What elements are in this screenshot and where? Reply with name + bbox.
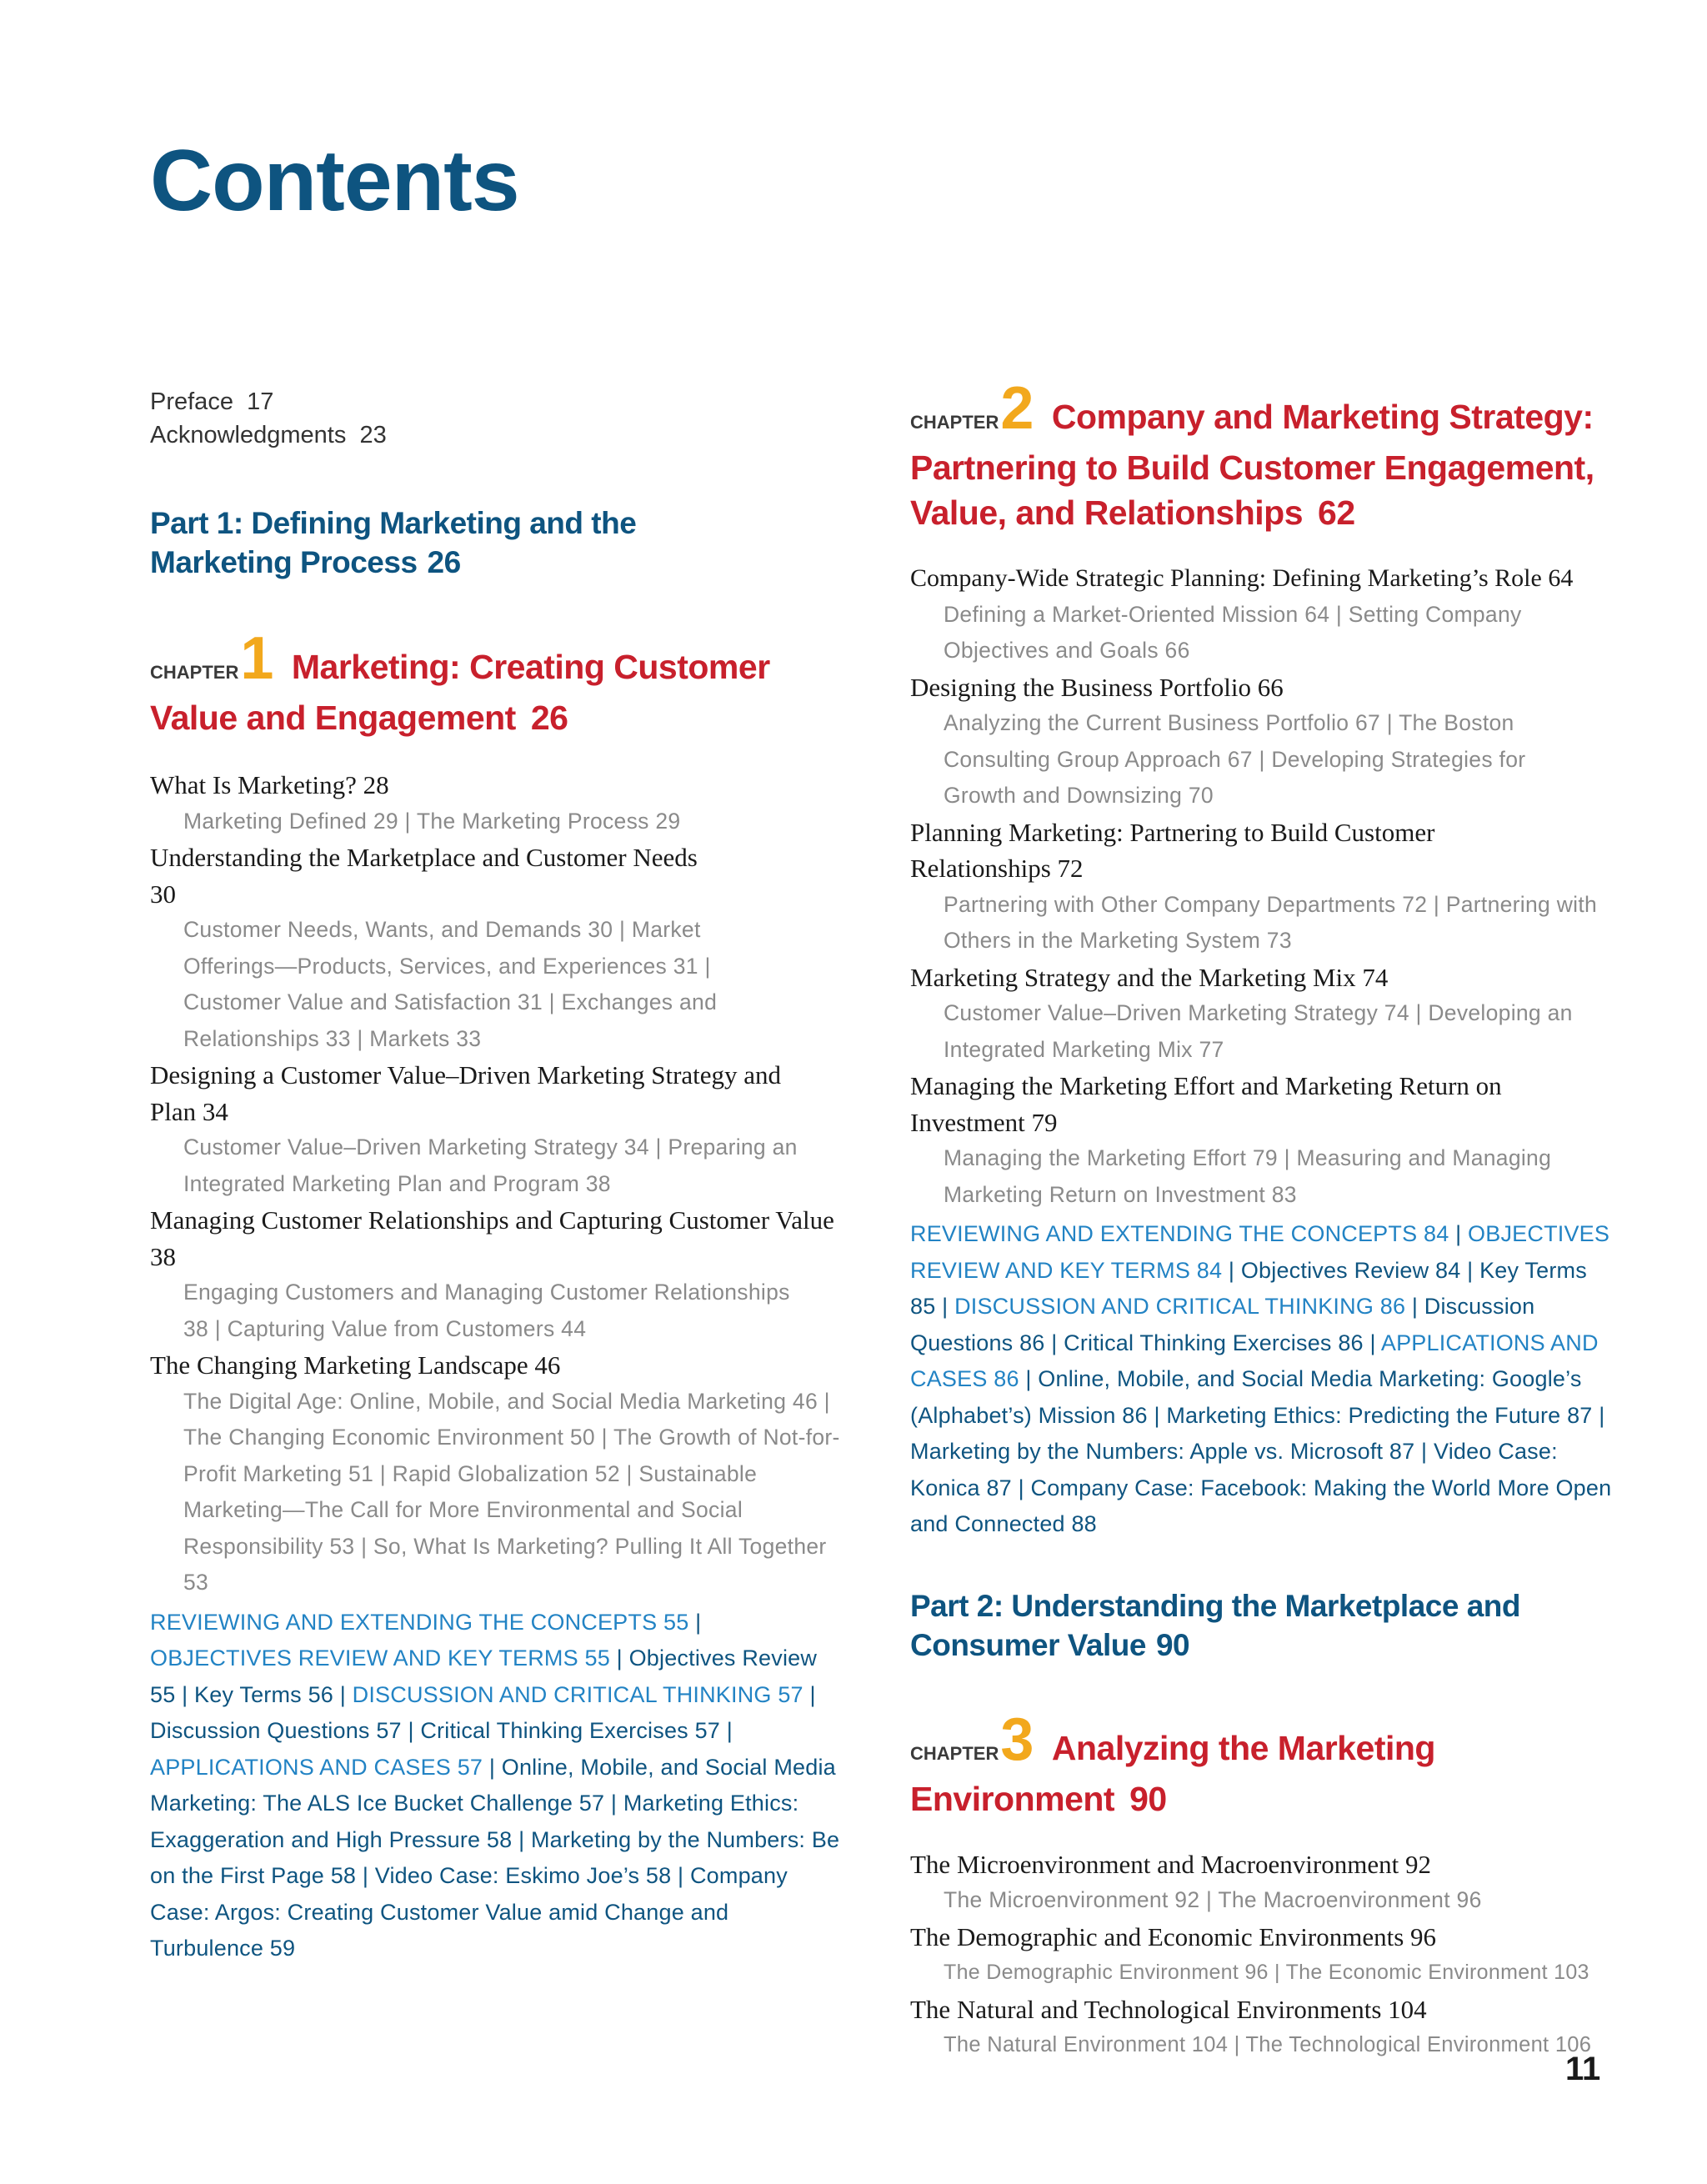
chapter-label: CHAPTER	[910, 1742, 999, 1764]
topic-entry[interactable]: Company-Wide Strategic Planning: Defining Marketing’s Role 64	[910, 564, 1574, 592]
subtopic-entry: The Demographic Environment 96 | The Economic Environment 103	[944, 1961, 1589, 1984]
chapter-heading[interactable]	[910, 1706, 1614, 1821]
topic-entry[interactable]: Designing a Customer Value–Driven Marketing Strategy and Plan 34	[150, 1060, 782, 1126]
right-column	[910, 375, 1612, 2064]
chapter-title: Company and Marketing Strategy: Partnering to Build Customer Engagement, Value, and Relationships	[910, 398, 1594, 532]
page-title: Contents	[150, 133, 519, 229]
chapter-number: 3	[1000, 1706, 1034, 1773]
page-number: 11	[1565, 2051, 1601, 2087]
part-heading[interactable]: Part 1: Defining Marketing and the Marketing Process 26	[150, 506, 637, 579]
subtopic-entry: Customer Needs, Wants, and Demands 30 | Market Offerings—Products, Services, and Experiences 31 | Customer Value and Satisfaction 31 | Exchanges and Relationships 33 | Markets 33	[183, 917, 718, 1051]
topic-entry[interactable]: What Is Marketing? 28	[150, 770, 389, 799]
subtopic-entry: Engaging Customers and Managing Customer Relationships 38 | Capturing Value from Customers 44	[183, 1280, 790, 1341]
subtopic-entry: Defining a Market-Oriented Mission 64 | Setting Company Objectives and Goals 66	[944, 601, 1522, 663]
subtopic-entry: The Microenvironment 92 | The Macroenvironment 96	[944, 1887, 1482, 1912]
part-heading[interactable]: Part 2: Understanding the Marketplace and Consumer Value 90	[910, 1588, 1521, 1662]
topic-entry[interactable]: The Natural and Technological Environments 104	[910, 1994, 1427, 2024]
subtopic-entry: Marketing Defined 29 | The Marketing Process 29	[183, 808, 681, 834]
subtopic-entry: The Natural Environment 104 | The Technological Environment 106	[944, 2033, 1592, 2056]
chapter-page: 90	[1129, 1779, 1167, 1818]
topic-entry[interactable]: The Changing Marketing Landscape 46	[150, 1350, 561, 1380]
subtopic-entry: Customer Value–Driven Marketing Strategy 74 | Developing an Integrated Marketing Mix 77	[944, 1000, 1573, 1062]
topic-entry[interactable]: The Demographic and Economic Environments 96	[910, 1921, 1437, 1951]
chapter-number: 1	[240, 625, 273, 692]
chapter-number: 2	[1000, 375, 1034, 442]
subtopic-entry: Analyzing the Current Business Portfolio 67 | The Boston Consulting Group Approach 67 | Developing Strategies for Growth and Downsizing 70	[944, 710, 1526, 808]
front-matter	[150, 385, 842, 452]
topic-entry[interactable]: Understanding the Marketplace and Customer Needs 30	[150, 843, 698, 909]
chapter-review: REVIEWING AND EXTENDING THE CONCEPTS 55 | OBJECTIVES REVIEW AND KEY TERMS 55 | Objectives Review 55 | Key Terms 56 | DISCUSSION AND CRITICAL THINKING 57 | Discussion Questions 57 | Critical Thinking Exercises 57 | APPLICATIONS AND CASES 57 | Online, Mobile, and Social Media Marketing: The ALS Ice Bucket Challenge 57 | Marketing Ethics: Exaggeration and High Pressure 58 | Marketing by the Numbers: Be on the First Page 58 | Video Case: Eskimo Joe’s 58 | Company Case: Argos: Creating Customer Value amid Change and Turbulence 59	[150, 1609, 840, 1961]
chapter-heading[interactable]	[910, 375, 1610, 535]
chapter-review: REVIEWING AND EXTENDING THE CONCEPTS 84 | OBJECTIVES REVIEW AND KEY TERMS 84 | Objectives Review 84 | Key Terms 85 | DISCUSSION AND CRITICAL THINKING 86 | Discussion Questions 86 | Critical Thinking Exercises 86 | APPLICATIONS AND CASES 86 | Online, Mobile, and Social Media Marketing: Google’s (Alphabet’s) Mission 86 | Marketing Ethics: Predicting the Future 87 | Marketing by the Numbers: Apple vs. Microsoft 87 | Video Case: Konica 87 | Company Case: Facebook: Making the World More Open and Connected 88	[910, 1221, 1612, 1536]
subtopic-entry: The Digital Age: Online, Mobile, and Social Media Marketing 46 | The Changing Economic Environment 50 | The Growth of Not-for-Profit Marketing 51 | Rapid Globalization 52 | Sustainable Marketing—The Call for More Environmental and Social Responsibility 53 | So, What Is Marketing? Pulling It All Together 53	[183, 1388, 840, 1595]
topic-entry[interactable]: The Microenvironment and Macroenvironment 92	[910, 1849, 1431, 1879]
chapter-page: 26	[530, 699, 568, 737]
subtopic-entry: Managing the Marketing Effort 79 | Measuring and Managing Marketing Return on Investment 83	[944, 1145, 1552, 1207]
left-column	[150, 385, 842, 1967]
chapter-entries	[910, 560, 1610, 1213]
chapter-label: CHAPTER	[910, 412, 999, 433]
chapter-page: 62	[1318, 493, 1355, 532]
chapter-title: Analyzing the Marketing Environment	[910, 1728, 1435, 1818]
chapter-title: Marketing: Creating Customer Value and Engagement	[150, 648, 770, 737]
subtopic-entry: Partnering with Other Company Departments 72 | Partnering with Others in the Marketing System 73	[944, 891, 1598, 953]
topic-entry[interactable]: Designing the Business Portfolio 66	[910, 672, 1284, 702]
topic-entry[interactable]: Managing the Marketing Effort and Marketing Return on Investment 79	[910, 1071, 1502, 1137]
front-matter-item[interactable]: Acknowledgments 23	[150, 422, 387, 448]
chapter-label: CHAPTER	[150, 662, 239, 683]
front-matter-item[interactable]: Preface 17	[150, 388, 274, 415]
subtopic-entry: Customer Value–Driven Marketing Strategy 34 | Preparing an Integrated Marketing Plan and Program 38	[183, 1135, 798, 1196]
topic-entry[interactable]: Planning Marketing: Partnering to Build Customer Relationships 72	[910, 817, 1435, 883]
chapter-entries	[910, 1846, 1610, 2064]
topic-entry[interactable]: Marketing Strategy and the Marketing Mix 74	[910, 962, 1389, 992]
chapter-entries	[150, 767, 842, 1601]
topic-entry[interactable]: Managing Customer Relationships and Capturing Customer Value 38	[150, 1205, 834, 1271]
chapter-heading[interactable]	[150, 625, 825, 740]
